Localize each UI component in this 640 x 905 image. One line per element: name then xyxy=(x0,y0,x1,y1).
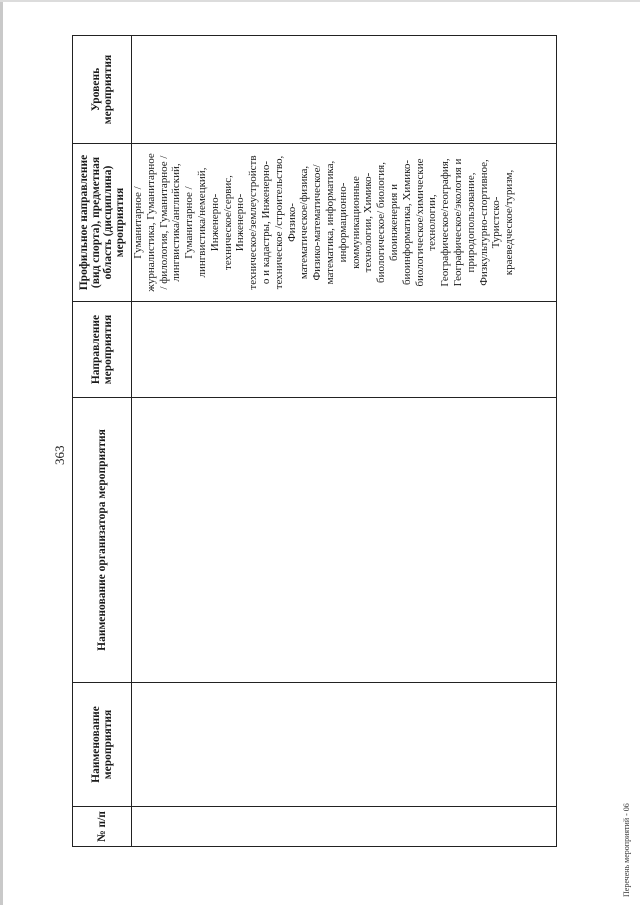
profile-line: Инженерно- xyxy=(208,193,221,252)
profile-line: Гуманитарное / xyxy=(183,186,196,259)
cell-profile xyxy=(132,144,557,302)
page-number: 363 xyxy=(52,445,67,465)
header-row xyxy=(73,36,132,847)
profile-line: математическое/физика, xyxy=(298,165,311,280)
profile-line: лингвистика/английский, xyxy=(170,163,183,282)
cell-number xyxy=(132,807,557,847)
profile-line: биоинженерия и xyxy=(387,184,400,261)
profile-line: техническое /строительство, xyxy=(272,155,285,290)
profile-line: Физкультурно-спортивное, xyxy=(477,159,490,286)
cell-organizer xyxy=(132,398,557,683)
profile-line: техническое/землеустройств xyxy=(247,155,260,290)
profile-line: коммуникационные xyxy=(349,176,362,269)
table-row xyxy=(132,36,557,847)
profile-line: биологическое/химические xyxy=(413,158,426,287)
profile-line: биологическое/ биология, xyxy=(375,162,388,283)
profile-line: о и кадастры, Инженерно- xyxy=(259,160,272,285)
col-header-number: № п/п xyxy=(73,807,132,847)
profile-line: Туристско- xyxy=(490,196,503,249)
profile-line: техническое/сервис, xyxy=(221,175,234,270)
col-header-organizer: Наименование организатора мероприятия xyxy=(73,398,132,683)
profile-line: Физико- xyxy=(285,203,298,242)
profile-line: математика, информатика, xyxy=(323,160,336,285)
profile-line: биоинформатика, Химико- xyxy=(400,159,413,286)
col-header-profile: Профильное направление (вид спорта), предметная область (дисциплина) мероприятия xyxy=(73,144,132,302)
profile-line: Географическое/география, xyxy=(439,158,452,287)
cell-level xyxy=(132,36,557,144)
col-header-level: Уровень мероприятия xyxy=(73,36,132,144)
profile-line: Географическое/экология и xyxy=(451,158,464,287)
profile-line: лингвистика/немецкий, xyxy=(195,167,208,278)
profile-list xyxy=(132,144,516,301)
profile-line: краеведческое/туризм, xyxy=(503,169,516,276)
profile-line: журналистика, Гуманитарное xyxy=(144,153,157,292)
profile-line: природопользование, xyxy=(464,172,477,273)
cell-direction xyxy=(132,302,557,398)
footer-caption: Перечень мероприятий - 06 xyxy=(622,803,631,897)
col-header-direction: Направление мероприятия xyxy=(73,302,132,398)
profile-line: технологии, xyxy=(426,194,439,251)
profile-line: технологии, Химико- xyxy=(362,172,375,273)
events-table xyxy=(72,35,557,847)
profile-line: Инженерно- xyxy=(234,193,247,252)
profile-line: Физико-математическое/ xyxy=(311,164,324,281)
profile-line: информационно- xyxy=(336,182,349,263)
profile-line: / филология, Гуманитарное / xyxy=(157,155,170,290)
profile-line: Гуманитарное / xyxy=(132,186,144,259)
col-header-event-name: Наименование мероприятия xyxy=(73,683,132,807)
cell-event-name xyxy=(132,683,557,807)
